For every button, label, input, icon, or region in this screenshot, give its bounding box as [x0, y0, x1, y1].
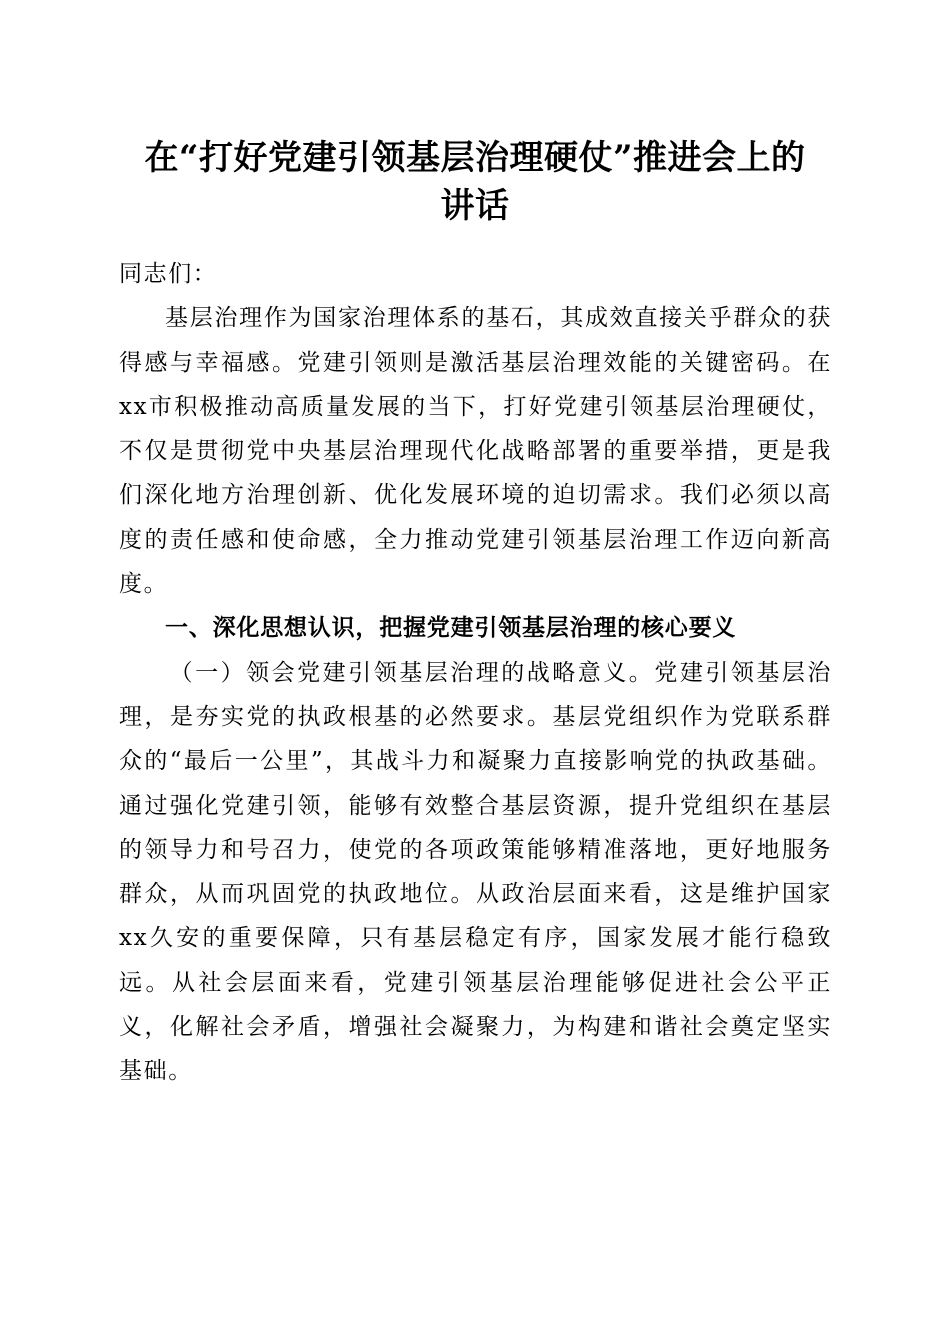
title-line-1: 在“打好党建引领基层治理硬仗”推进会上的: [144, 138, 806, 178]
title-line-2: 讲话: [440, 186, 510, 226]
intro-paragraph: 基层治理作为国家治理体系的基石，其成效直接关乎群众的获得感与幸福感。党建引领则是激活基层治理效能的关键密码。在xx市积极推动高质量发展的当下，打好党建引领基层治理硬仗，不仅是贯彻党中央基层治理现代化战略部署的重要举措，更是我们深化地方治理创新、优化发展环境的迫切需求。我们必须以高度的责任感和使命感，全力推动党建引领基层治理工作迈向新高度。: [119, 305, 832, 598]
subsection-one-paragraph: （一）领会党建引领基层治理的战略意义。党建引领基层治理，是夯实党的执政根基的必然要求。基层党组织作为党联系群众的“最后一公里”，其战斗力和凝聚力直接影响党的执政基础。通过强化党建引领，能够有效整合基层资源，提升党组织在基层的领导力和号召力，使党的各项政策能够精准落地，更好地服务群众，从而巩固党的执政地位。从政治层面来看，这是维护国家xx久安的重要保障，只有基层稳定有序，国家发展才能行稳致远。从社会层面来看，党建引领基层治理能够促进社会公平正义，化解社会矛盾，增强社会凝聚力，为构建和谐社会奠定坚实基础。: [119, 659, 832, 1085]
section-one-heading: 一、深化思想认识，把握党建引领基层治理的核心要义: [165, 615, 737, 642]
salutation: 同志们：: [119, 261, 218, 287]
document-title: [80, 134, 870, 230]
document-body: [119, 252, 832, 1094]
